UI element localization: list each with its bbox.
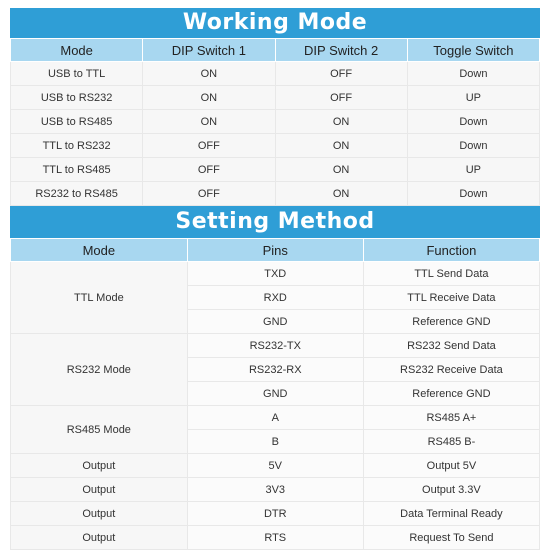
header-dip-switch-2: DIP Switch 2 — [275, 39, 407, 62]
table-row — [11, 134, 540, 158]
pin-cell: 5V — [187, 454, 363, 478]
function-cell: Output 3.3V — [363, 478, 539, 502]
table-cell: Down — [407, 182, 539, 206]
table-cell: TTL to RS485 — [11, 158, 143, 182]
header-mode: Mode — [11, 239, 188, 262]
pin-cell: RS232-TX — [187, 334, 363, 358]
pin-cell: TXD — [187, 262, 363, 286]
working-mode-title: Working Mode — [10, 8, 540, 38]
table-cell: ON — [143, 110, 275, 134]
pin-cell: GND — [187, 382, 363, 406]
pin-cell: GND — [187, 310, 363, 334]
table-cell: ON — [275, 182, 407, 206]
table-cell: USB to RS485 — [11, 110, 143, 134]
function-cell: Request To Send — [363, 526, 539, 550]
function-cell: Data Terminal Ready — [363, 502, 539, 526]
table-cell: ON — [275, 134, 407, 158]
function-cell: RS232 Send Data — [363, 334, 539, 358]
table-cell: OFF — [143, 158, 275, 182]
pin-cell: DTR — [187, 502, 363, 526]
working-mode-header-row — [11, 39, 540, 62]
pin-cell: RTS — [187, 526, 363, 550]
table-cell: OFF — [143, 134, 275, 158]
mode-cell: RS232 Mode — [11, 334, 188, 406]
mode-cell: Output — [11, 502, 188, 526]
function-cell: RS485 A+ — [363, 406, 539, 430]
header-mode: Mode — [11, 39, 143, 62]
mode-cell: RS485 Mode — [11, 406, 188, 454]
table-cell: Down — [407, 134, 539, 158]
header-function: Function — [363, 239, 539, 262]
table-row — [11, 454, 540, 478]
table-row — [11, 62, 540, 86]
table-row — [11, 182, 540, 206]
function-cell: RS232 Receive Data — [363, 358, 539, 382]
header-dip-switch-1: DIP Switch 1 — [143, 39, 275, 62]
setting-method-table — [10, 238, 540, 550]
table-row — [11, 406, 540, 430]
pin-cell: B — [187, 430, 363, 454]
table-cell: Down — [407, 62, 539, 86]
table-cell: OFF — [275, 86, 407, 110]
setting-method-header-row — [11, 239, 540, 262]
table-cell: ON — [275, 110, 407, 134]
table-cell: OFF — [143, 182, 275, 206]
mode-cell: Output — [11, 526, 188, 550]
header-toggle-switch: Toggle Switch — [407, 39, 539, 62]
pin-cell: A — [187, 406, 363, 430]
function-cell: Reference GND — [363, 310, 539, 334]
pin-cell: RS232-RX — [187, 358, 363, 382]
function-cell: TTL Receive Data — [363, 286, 539, 310]
table-cell: UP — [407, 158, 539, 182]
header-pins: Pins — [187, 239, 363, 262]
mode-cell: Output — [11, 454, 188, 478]
table-cell: ON — [143, 86, 275, 110]
table-row — [11, 334, 540, 358]
table-cell: USB to RS232 — [11, 86, 143, 110]
table-row — [11, 502, 540, 526]
table-cell: Down — [407, 110, 539, 134]
table-row — [11, 110, 540, 134]
table-row — [11, 86, 540, 110]
table-row — [11, 526, 540, 550]
table-row — [11, 262, 540, 286]
mode-cell: TTL Mode — [11, 262, 188, 334]
table-row — [11, 478, 540, 502]
working-mode-table — [10, 38, 540, 206]
table-cell: UP — [407, 86, 539, 110]
table-cell: RS232 to RS485 — [11, 182, 143, 206]
table-cell: OFF — [275, 62, 407, 86]
table-cell: TTL to RS232 — [11, 134, 143, 158]
function-cell: Reference GND — [363, 382, 539, 406]
table-cell: USB to TTL — [11, 62, 143, 86]
pin-cell: RXD — [187, 286, 363, 310]
table-cell: ON — [143, 62, 275, 86]
function-cell: Output 5V — [363, 454, 539, 478]
function-cell: RS485 B- — [363, 430, 539, 454]
setting-method-title: Setting Method — [10, 206, 540, 238]
pin-cell: 3V3 — [187, 478, 363, 502]
table-row — [11, 158, 540, 182]
function-cell: TTL Send Data — [363, 262, 539, 286]
table-cell: ON — [275, 158, 407, 182]
mode-cell: Output — [11, 478, 188, 502]
